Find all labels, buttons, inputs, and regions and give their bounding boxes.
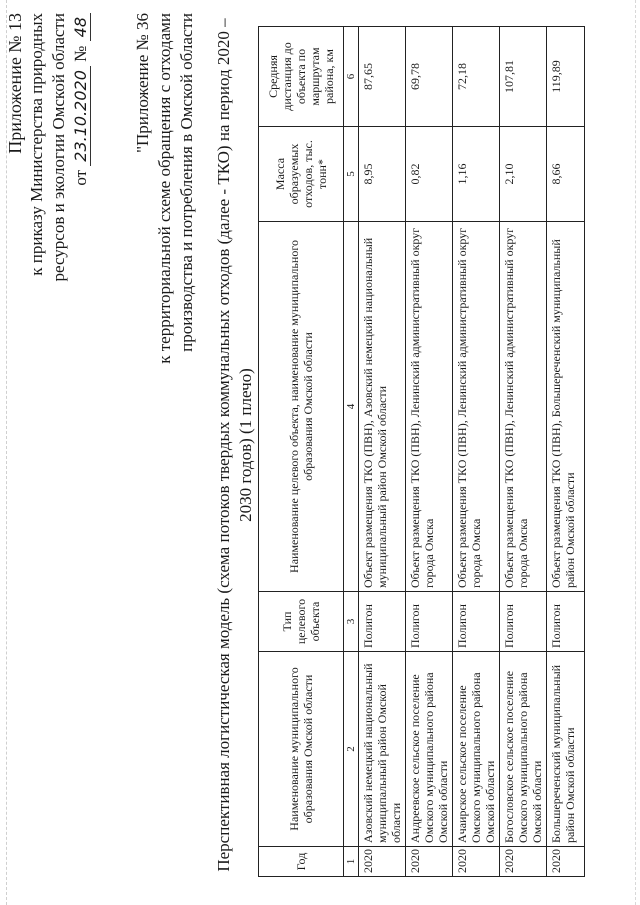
col-mass-header: Масса образуемых отходов, тыс. тонн* — [259, 127, 344, 222]
cell-type: Полигон — [453, 592, 500, 652]
cell-mass: 0,82 — [406, 127, 453, 222]
column-number: 5 — [344, 127, 359, 222]
cell-target: Объект размещения ТКО (ПВН), Ленинский административный округ города Омска — [406, 222, 453, 592]
column-number: 2 — [344, 652, 359, 847]
table-row — [500, 27, 547, 877]
col-distance-header: Средняя дистанция до объекта по маршрутам района, км — [259, 27, 344, 127]
column-number: 3 — [344, 592, 359, 652]
table-header-row — [259, 27, 344, 877]
cell-type: Полигон — [359, 592, 406, 652]
scheme-line-1: к территориальной схеме обращения с отходами — [155, 13, 174, 364]
cell-municipality: Ачаирское сельское поселение Омского муниципального района Омской области — [453, 652, 500, 847]
rotated-document-page — [0, 5, 620, 895]
logistics-table — [258, 26, 585, 877]
cell-year: 2020 — [453, 847, 500, 877]
title-line-1: Перспективная логистическая модель (схема потоков твердых коммунальных отходов (далее - ТКО) на период 2020 – — [214, 18, 233, 872]
cell-distance: 119,89 — [547, 27, 585, 127]
cell-municipality: Большереченский муниципальный район Омской области — [547, 652, 585, 847]
column-number: 4 — [344, 222, 359, 592]
scheme-line-2: производства и потребления в Омской области — [177, 13, 196, 352]
cell-year: 2020 — [406, 847, 453, 877]
scheme-header — [132, 13, 198, 364]
cell-target: Объект размещения ТКО (ПВН), Ленинский административный округ города Омска — [500, 222, 547, 592]
cell-mass: 1,16 — [453, 127, 500, 222]
col-type-header: Тип целевого объекта — [259, 592, 344, 652]
appendix-13-label: Приложение № 13 — [5, 13, 25, 154]
cell-distance: 72,18 — [453, 27, 500, 127]
cell-municipality: Богословское сельское поселение Омского муниципального района Омской области — [500, 652, 547, 847]
document-title — [213, 15, 257, 875]
column-number: 6 — [344, 27, 359, 127]
order-line: к приказу Министерства природных — [27, 13, 46, 276]
cell-year: 2020 — [500, 847, 547, 877]
col-year-header: Год — [259, 847, 344, 877]
title-line-2: 2030 годов) (1 плечо) — [236, 368, 255, 522]
table-row — [453, 27, 500, 877]
table-row — [359, 27, 406, 877]
cell-mass: 2,10 — [500, 127, 547, 222]
cell-distance: 69,78 — [406, 27, 453, 127]
cell-municipality: Андреевское сельское поселение Омского муниципального района Омской области — [406, 652, 453, 847]
cell-mass: 8,95 — [359, 127, 406, 222]
cell-target: Объект размещения ТКО (ПВН), Ленинский административный округ города Омска — [453, 222, 500, 592]
column-number-row — [344, 27, 359, 877]
col-municipality-header: Наименование муниципального образования Омской области — [259, 652, 344, 847]
ministry-line: ресурсов и экологии Омской области — [49, 13, 68, 282]
col-target-header: Наименование целевого объекта, наименование муниципального образования Омской области — [259, 222, 344, 592]
date-prefix: от — [71, 169, 90, 186]
scan-edge-right — [635, 0, 636, 905]
column-number: 1 — [344, 847, 359, 877]
cell-distance: 107,81 — [500, 27, 547, 127]
number-prefix: № — [71, 45, 90, 62]
cell-type: Полигон — [406, 592, 453, 652]
handwritten-date: 23.10.2020 — [71, 66, 91, 166]
cell-year: 2020 — [547, 847, 585, 877]
cell-year: 2020 — [359, 847, 406, 877]
cell-target: Объект размещения ТКО (ПВН), Азовский немецкий национальный муниципальный район Омской области — [359, 222, 406, 592]
order-header — [4, 13, 92, 281]
cell-mass: 8,66 — [547, 127, 585, 222]
appendix-36-label: "Приложение № 36 — [133, 13, 152, 153]
handwritten-number: 48 — [71, 13, 91, 41]
table-row — [547, 27, 585, 877]
cell-type: Полигон — [500, 592, 547, 652]
table-row — [406, 27, 453, 877]
cell-type: Полигон — [547, 592, 585, 652]
cell-distance: 87,65 — [359, 27, 406, 127]
cell-municipality: Азовский немецкий национальный муниципальный район Омской области — [359, 652, 406, 847]
order-date-line — [70, 13, 92, 281]
cell-target: Объект размещения ТКО (ПВН), Большереченский муниципальный район Омской области — [547, 222, 585, 592]
